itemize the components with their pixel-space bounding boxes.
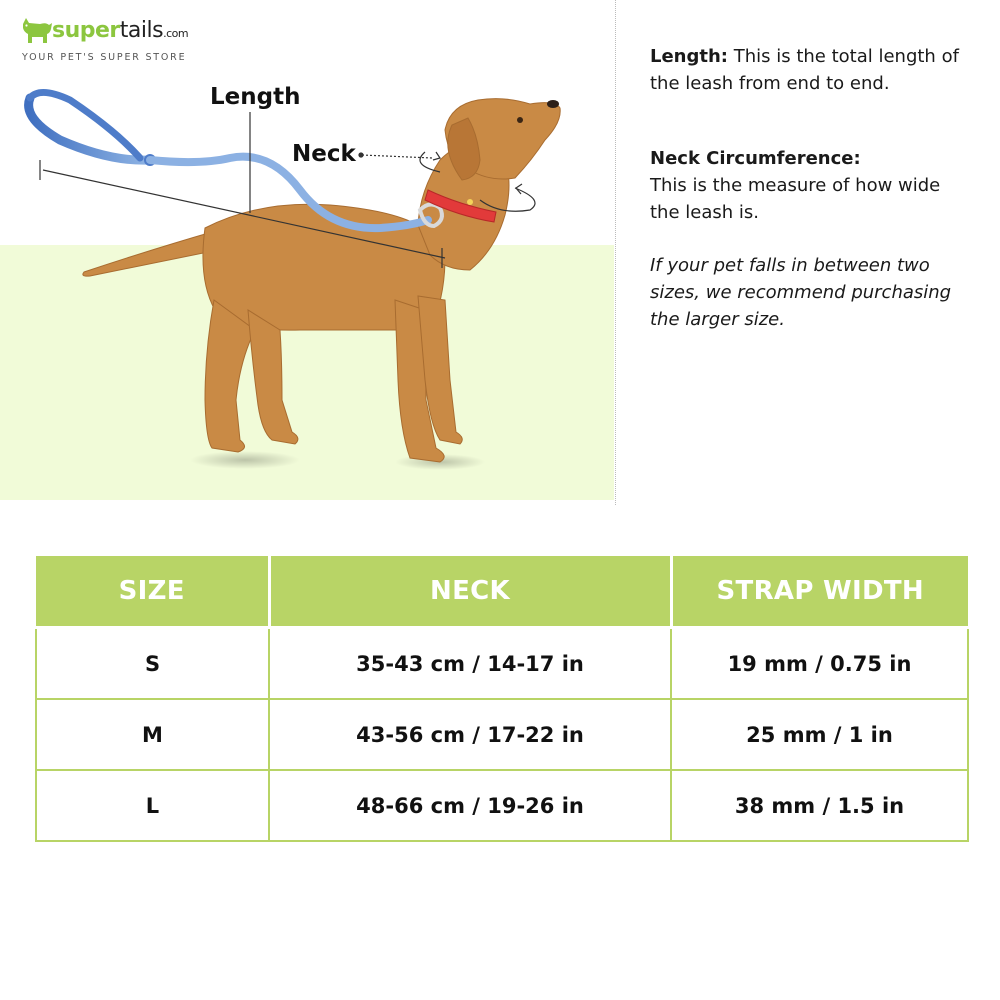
table-row bbox=[36, 770, 968, 841]
header-strap-width: STRAP WIDTH bbox=[671, 556, 968, 628]
neck-definition-text: This is the measure of how wide the leash is. bbox=[650, 175, 941, 223]
length-label: Length bbox=[210, 84, 301, 110]
length-definition-title: Length: bbox=[650, 46, 728, 67]
cell-size: S bbox=[36, 628, 269, 700]
panel-divider bbox=[615, 0, 616, 505]
brand-name-tails: tails bbox=[119, 18, 164, 43]
table-row bbox=[36, 628, 968, 700]
dog-shadow bbox=[190, 451, 300, 469]
table-row bbox=[36, 699, 968, 770]
length-definition bbox=[650, 43, 970, 97]
length-definition-text: This is the total length of the leash from end to end. bbox=[650, 46, 959, 94]
size-note: If your pet falls in between two sizes, we recommend purchasing the larger size. bbox=[650, 255, 952, 330]
neck-definition-title: Neck Circumference: bbox=[650, 148, 861, 169]
cell-strap-width: 25 mm / 1 in bbox=[671, 699, 968, 770]
dog-leash-illustration bbox=[0, 0, 614, 500]
cell-neck: 35-43 cm / 14-17 in bbox=[269, 628, 671, 700]
cell-strap-width: 19 mm / 0.75 in bbox=[671, 628, 968, 700]
size-chart-table bbox=[35, 556, 969, 842]
cell-size: M bbox=[36, 699, 269, 770]
illustration-panel bbox=[0, 0, 614, 500]
neck-label: Neck bbox=[292, 141, 356, 167]
neck-definition bbox=[650, 145, 970, 226]
leash bbox=[29, 92, 442, 228]
cell-size: L bbox=[36, 770, 269, 841]
header-neck: NECK bbox=[269, 556, 671, 628]
brand-name-super: super bbox=[52, 18, 120, 43]
header-size: SIZE bbox=[36, 556, 269, 628]
cell-neck: 43-56 cm / 17-22 in bbox=[269, 699, 671, 770]
brand-tagline: YOUR PET'S SUPER STORE bbox=[22, 52, 187, 63]
brand-domain: .com bbox=[163, 27, 189, 40]
cell-strap-width: 38 mm / 1.5 in bbox=[671, 770, 968, 841]
cell-neck: 48-66 cm / 19-26 in bbox=[269, 770, 671, 841]
table-header-row bbox=[36, 556, 968, 628]
